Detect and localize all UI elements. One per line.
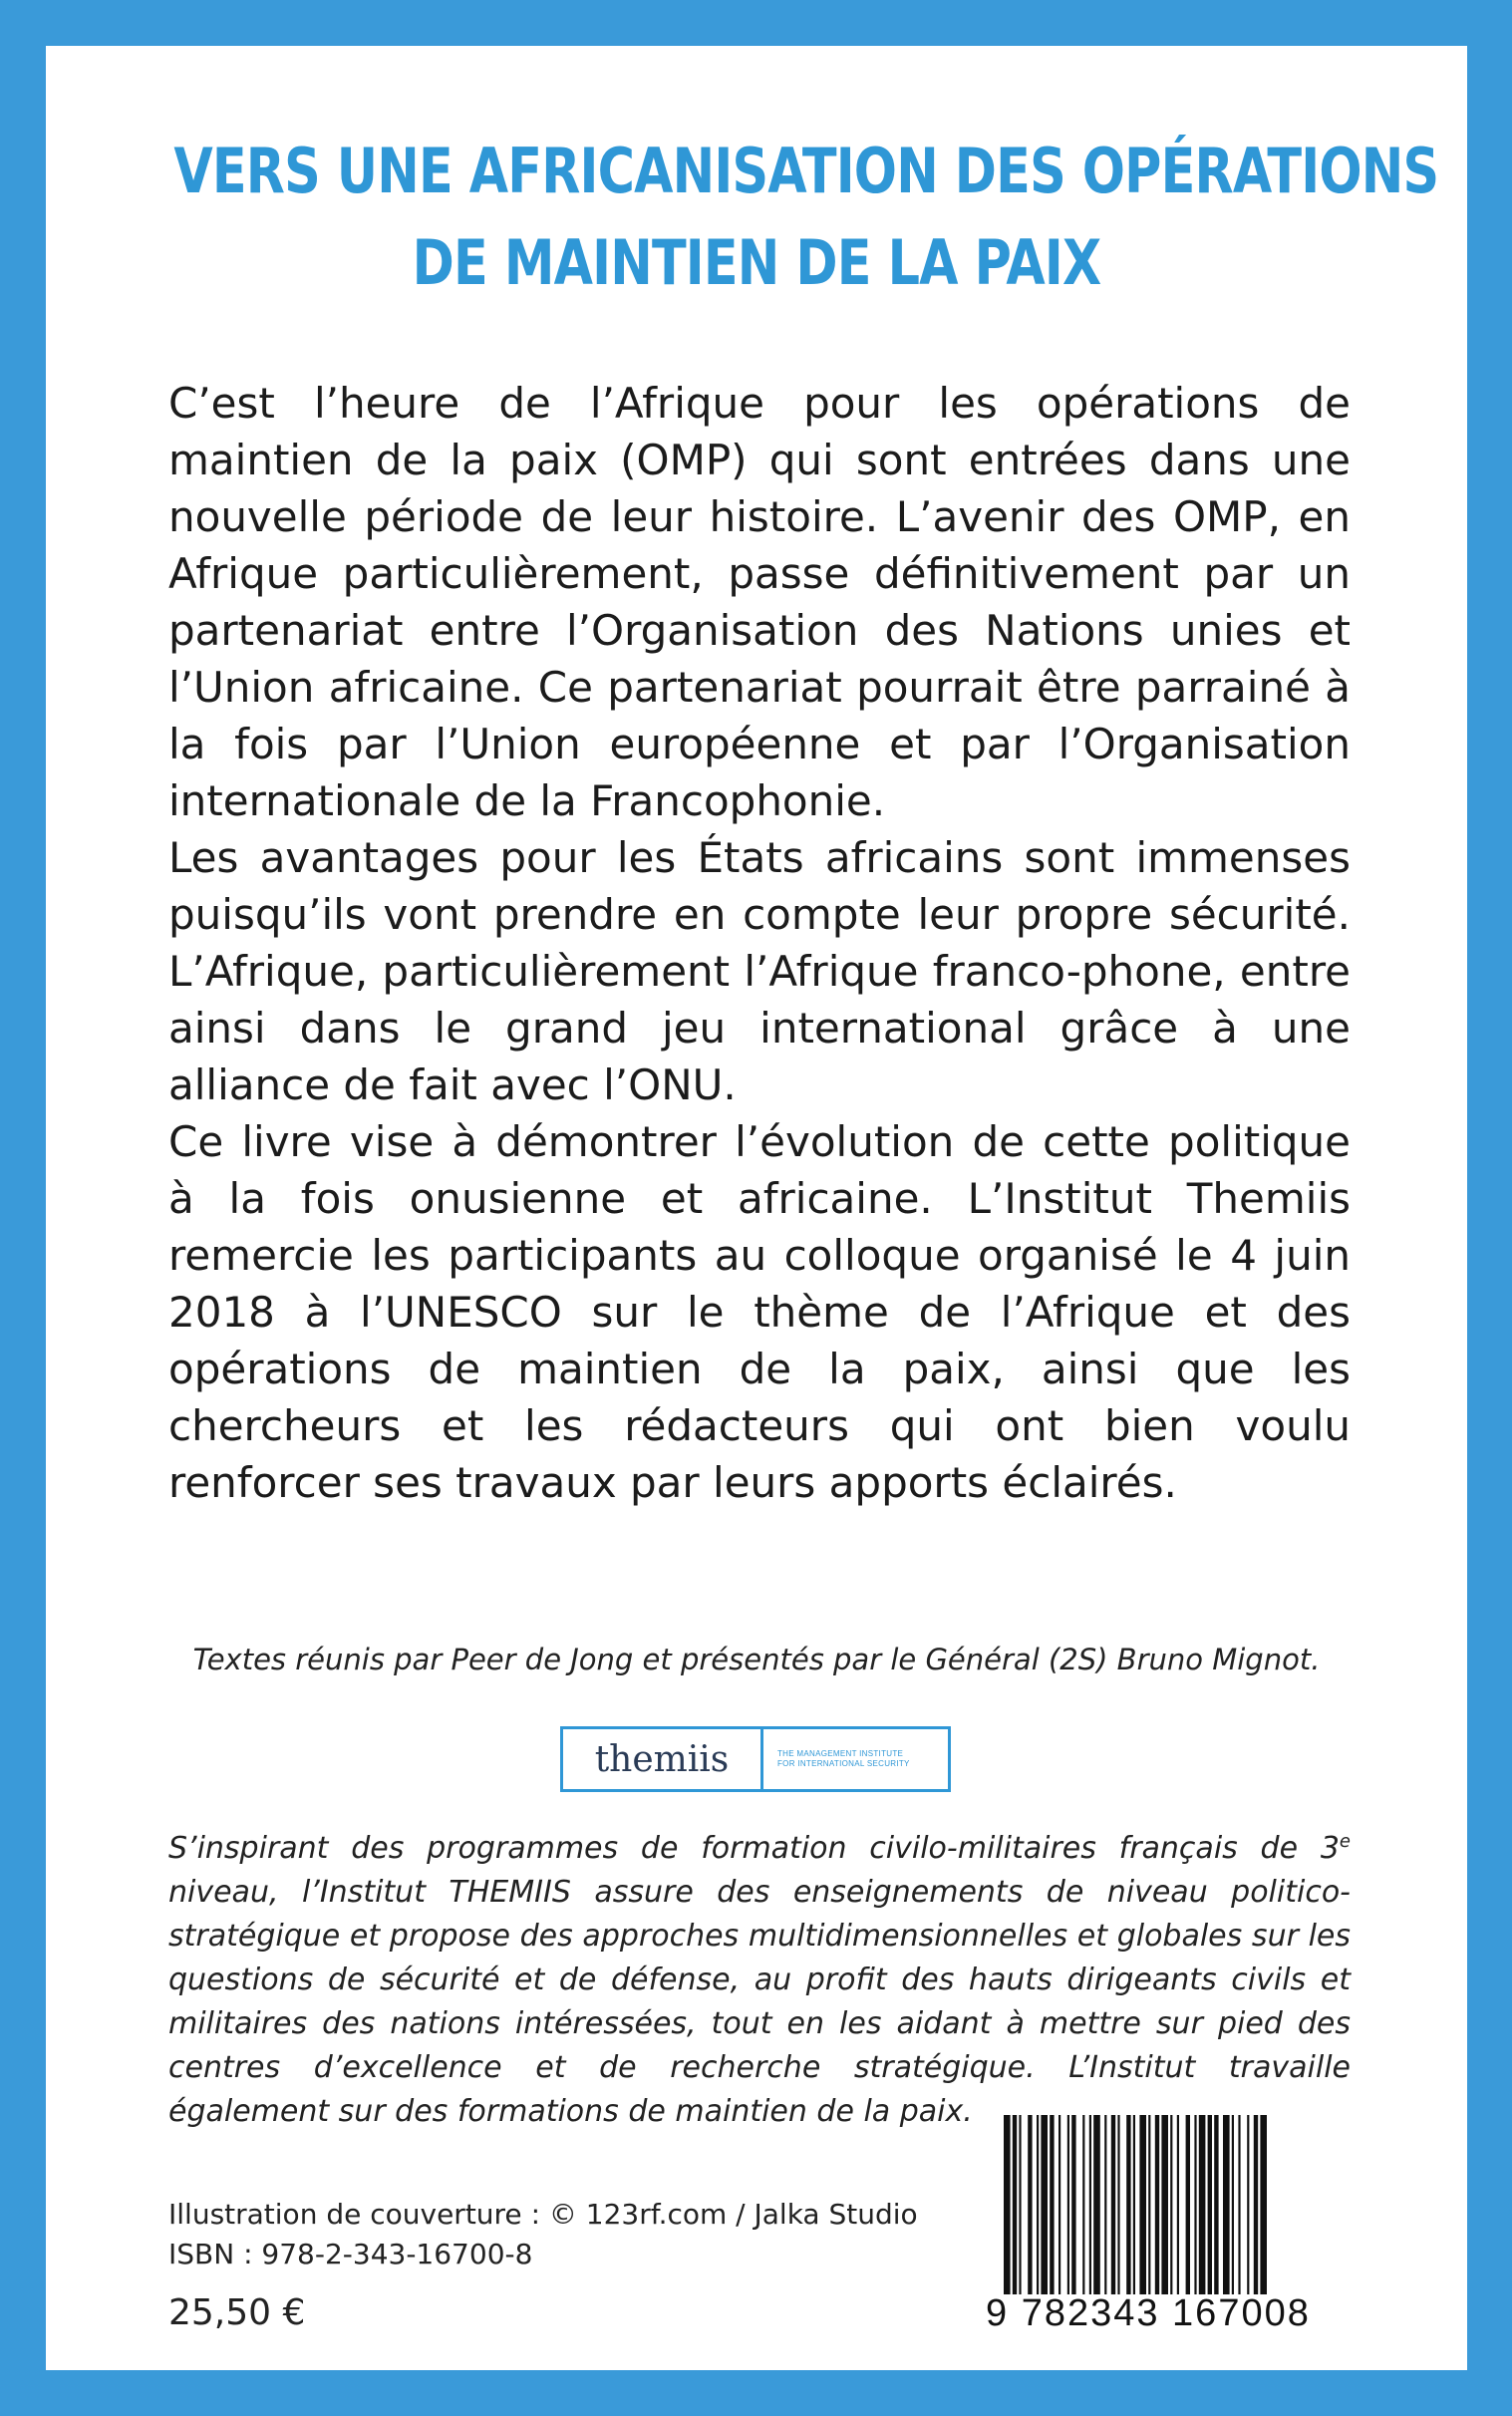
illustration-credit: Illustration de couverture : © 123rf.com / Jalka Studio bbox=[168, 2198, 918, 2231]
logo-tagline-line-2: FOR INTERNATIONAL SECURITY bbox=[777, 1759, 910, 1768]
barcode-digits: 9 782343 167008 bbox=[986, 2292, 1311, 2334]
about-text-end: niveau, l’Institut THEMIIS assure des enseignements de niveau politico-stratégique et propose des approches multidimensionnelles et globales sur les questions de sécurité et de défense, au profit des hauts dirigeants civils et militaires des nations intéressées, tout en les aidant à mettre sur pied des centres d’excellence et de recherche stratégique. L’Institut travaille également sur des formations de maintien de la paix. bbox=[168, 1875, 1351, 2129]
blurb-paragraph: Les avantages pour les États africains sont immenses puisqu’ils vont prendre en compte leur propre sécurité. L’Afrique, particulièrement l’Afrique franco-phone, entre ainsi dans le grand jeu international grâce à une alliance de fait avec l’ONU. bbox=[168, 833, 1351, 1109]
blurb bbox=[168, 375, 1351, 1511]
title-line-2: DE MAINTIEN DE LA PAIX bbox=[412, 226, 1101, 299]
about-superscript: e bbox=[1339, 1831, 1351, 1852]
price: 25,50 € bbox=[168, 2292, 306, 2333]
title-line-1: VERS UNE AFRICANISATION DES OPÉRATIONS bbox=[173, 135, 1439, 207]
themiis-logo bbox=[560, 1726, 951, 1792]
barcode-bars bbox=[1004, 2115, 1353, 2294]
editor-credit: Textes réunis par Peer de Jong et présentés par le Général (2S) Bruno Mignot. bbox=[192, 1643, 1321, 1676]
book-title bbox=[173, 126, 1439, 309]
logo-tagline-line-1: THE MANAGEMENT INSTITUTE bbox=[777, 1749, 904, 1758]
isbn-barcode bbox=[986, 2115, 1370, 2340]
institute-description bbox=[168, 1820, 1351, 2134]
publication-info bbox=[168, 2195, 918, 2274]
blurb-paragraph: Ce livre vise à démontrer l’évolution de cette politique à la fois onusienne et africaine. L’Institut Themiis remercie les participants au colloque organisé le 4 juin 2018 à l’UNESCO sur le thème de l’Afrique et des opérations de maintien de la paix, ainsi que les chercheurs et les rédacteurs qui ont bien voulu renforcer ses travaux par leurs apports éclairés. bbox=[168, 1117, 1351, 1507]
about-text-start: S’inspirant des programmes de formation civilo-militaires français de 3 bbox=[168, 1831, 1340, 1866]
isbn-text: ISBN : 978-2-343-16700-8 bbox=[168, 2238, 533, 2270]
logo-wordmark: themiis bbox=[563, 1729, 763, 1789]
logo-tagline bbox=[763, 1729, 948, 1789]
back-cover bbox=[46, 46, 1467, 2370]
blurb-paragraph: C’est l’heure de l’Afrique pour les opérations de maintien de la paix (OMP) qui sont entrées dans une nouvelle période de leur histoire. L’avenir des OMP, en Afrique particulièrement, passe définitivement par un partenariat entre l’Organisation des Nations unies et l’Union africaine. Ce partenariat pourrait être parrainé à la fois par l’Union européenne et par l’Organisation internationale de la Francophonie. bbox=[168, 379, 1351, 825]
